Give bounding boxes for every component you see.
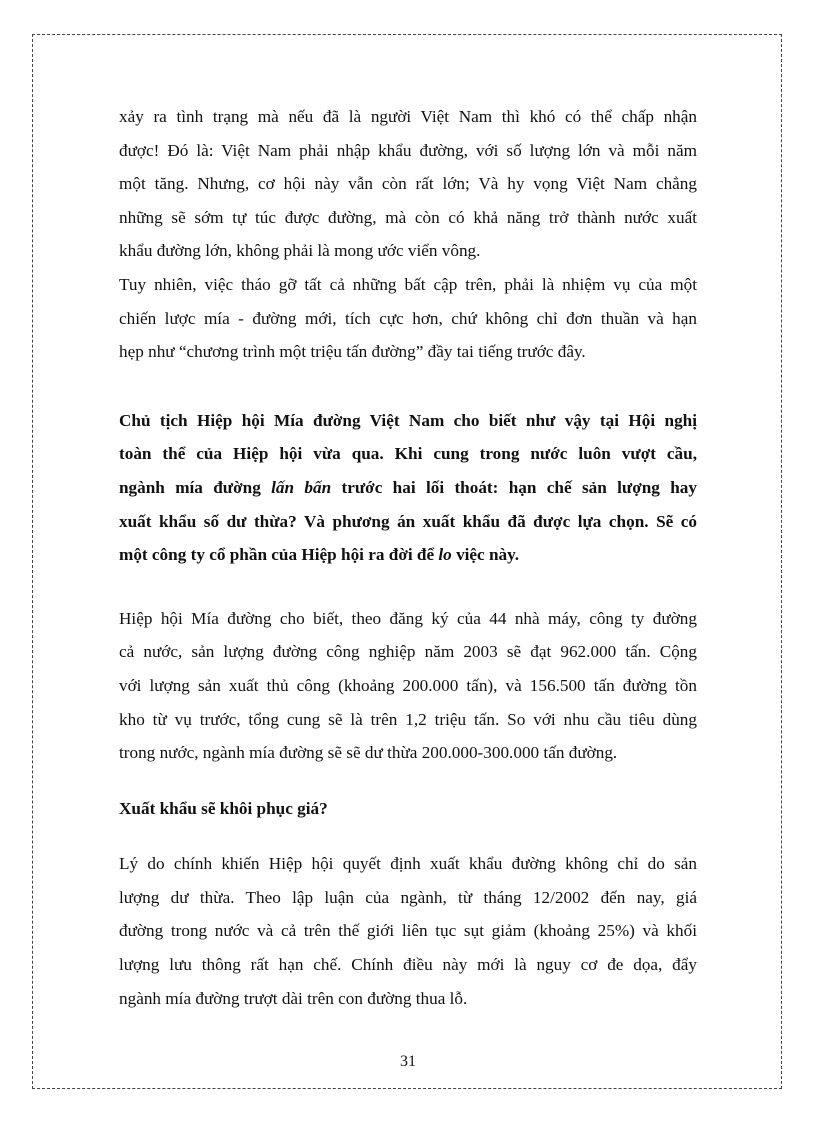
text-segment: việc này.	[451, 545, 520, 565]
text-line	[119, 538, 697, 572]
text-line: xuất khẩu số dư thừa? Và phương án xuất khẩu đã được lựa chọn. Sẽ có	[119, 511, 697, 531]
text-line: được! Đó là: Việt Nam phải nhập khẩu đường, với số lượng lớn và mỗi năm	[119, 140, 697, 160]
text-line: trong nước, ngành mía đường sẽ sẽ dư thừa 200.000-300.000 tấn đường.	[119, 743, 618, 763]
text-segment: ngành mía đường	[119, 477, 272, 497]
page-number: 31	[400, 1053, 416, 1070]
text-segment: một công ty cổ phần của Hiệp hội ra đời để	[119, 545, 439, 565]
text-line: Hiệp hội Mía đường cho biết, theo đăng ký của 44 nhà máy, công ty đường	[119, 608, 697, 628]
text-line: những sẽ sớm tự túc được đường, mà còn có khả năng trở thành nước xuất	[119, 207, 697, 227]
text-line: ngành mía đường trượt dài trên con đường thua lỗ.	[119, 988, 468, 1008]
section-heading	[119, 792, 697, 826]
text-line	[119, 471, 697, 505]
text-line: Chủ tịch Hiệp hội Mía đường Việt Nam cho biết như vậy tại Hội nghị	[119, 410, 697, 430]
text-line: lượng lưu thông rất hạn chế. Chính điều này mới là nguy cơ đe dọa, đẩy	[119, 955, 697, 975]
paragraph-3	[119, 602, 697, 770]
text-line: chiến lược mía - đường mới, tích cực hơn, chứ không chỉ đơn thuần và hạn	[119, 308, 697, 328]
emphasis-text: lo	[438, 545, 452, 565]
document-body	[119, 100, 697, 1015]
text-line: cả nước, sản lượng đường công nghiệp năm 2003 sẽ đạt 962.000 tấn. Cộng	[119, 642, 697, 662]
paragraph-1	[119, 100, 697, 268]
text-line: xảy ra tình trạng mà nếu đã là người Việt Nam thì khó có thể chấp nhận	[119, 107, 697, 126]
paragraph-4	[119, 847, 697, 1015]
text-line: hẹp như “chương trình một triệu tấn đường” đầy tai tiếng trước đây.	[119, 342, 586, 362]
lead-paragraph	[119, 404, 697, 572]
text-line: Lý do chính khiến Hiệp hội quyết định xuất khẩu đường không chỉ do sản	[119, 854, 697, 874]
emphasis-text: lấn bấn	[271, 477, 332, 497]
text-line: với lượng sản xuất thủ công (khoảng 200.000 tấn), và 156.500 tấn đường tồn	[119, 675, 697, 695]
text-line: kho từ vụ trước, tổng cung sẽ là trên 1,2 triệu tấn. So với nhu cầu tiêu dùng	[119, 709, 697, 729]
paragraph-2	[119, 268, 697, 369]
text-line: khẩu đường lớn, không phải là mong ước viển vông.	[119, 241, 481, 261]
text-line: đường trong nước và cả trên thế giới liên tục sụt giảm (khoảng 25%) và khối	[119, 921, 697, 941]
text-line: toàn thể của Hiệp hội vừa qua. Khi cung trong nước luôn vượt cầu,	[119, 444, 697, 464]
text-line: lượng dư thừa. Theo lập luận của ngành, từ tháng 12/2002 đến nay, giá	[119, 887, 697, 907]
text-line: một tăng. Nhưng, cơ hội này vẫn còn rất lớn; Và hy vọng Việt Nam chẳng	[119, 174, 697, 194]
heading-text: Xuất khẩu sẽ khôi phục giá?	[119, 798, 328, 818]
text-segment: trước hai lối thoát: hạn chế sản lượng hay	[331, 477, 697, 497]
text-line: Tuy nhiên, việc tháo gỡ tất cả những bất cập trên, phải là nhiệm vụ của một	[119, 274, 697, 294]
